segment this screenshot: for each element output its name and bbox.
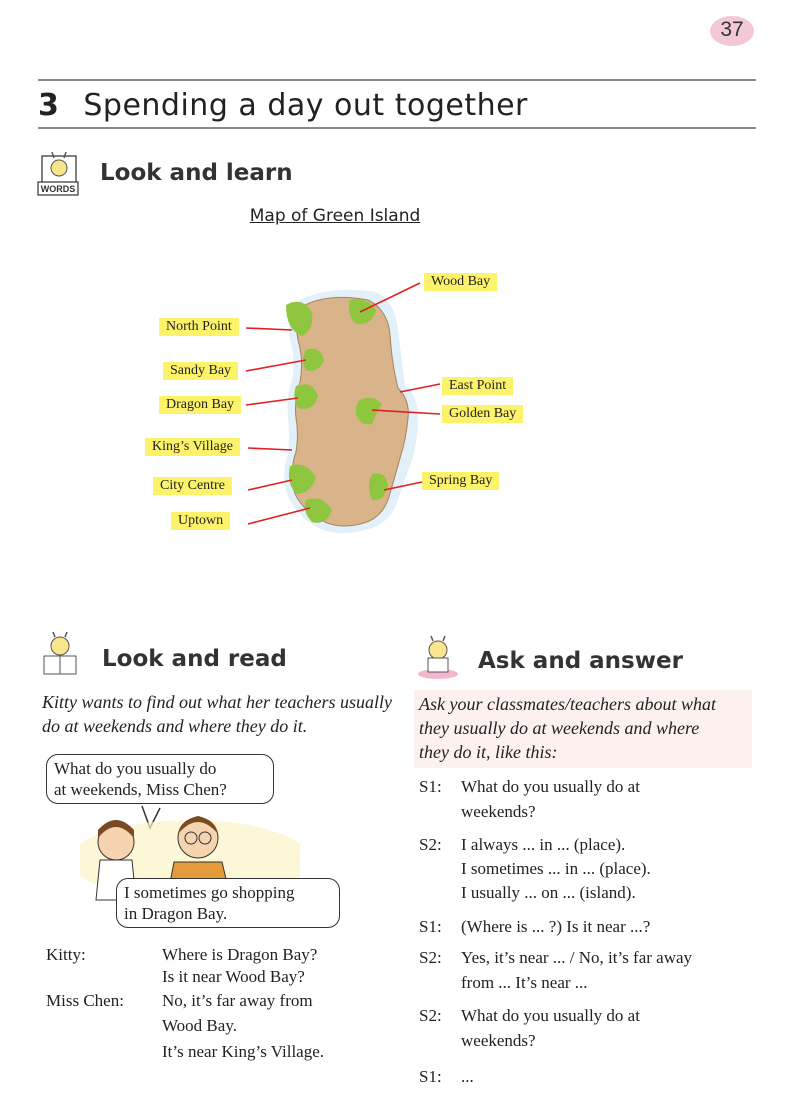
qa-speaker-5: S2:	[419, 1006, 442, 1025]
label-uptown: Uptown	[171, 512, 230, 530]
look-and-learn-heading: Look and learn	[100, 160, 293, 186]
page-number: 37	[720, 18, 744, 41]
unit-title-text: Spending a day out together	[83, 88, 528, 123]
dialogue-chen-line-3: It’s near King’s Village.	[162, 1042, 325, 1061]
qa-text-2c: I usually ... on ... (island).	[461, 883, 636, 902]
label-sandy-bay: Sandy Bay	[163, 362, 238, 380]
qa-speaker-1: S1:	[419, 777, 442, 796]
bubble-chen-line-2: in Dragon Bay.	[124, 904, 228, 923]
dialogue-speaker-miss-chen: Miss Chen:	[46, 991, 124, 1010]
dialogue-chen-line-1: No, it’s far away from	[162, 991, 313, 1010]
ask-and-answer-heading: Ask and answer	[478, 648, 683, 674]
qa-text-4b: from ... It’s near ...	[461, 973, 588, 992]
dialogue-kitty-line-2: Is it near Wood Bay?	[162, 967, 305, 986]
label-east-point: East Point	[442, 377, 513, 395]
label-wood-bay: Wood Bay	[424, 273, 497, 291]
dialogue-chen-line-2: Wood Bay.	[162, 1016, 237, 1035]
qa-speaker-3: S1:	[419, 917, 442, 936]
label-city-centre: City Centre	[153, 477, 232, 495]
words-icon-label: WORDS	[40, 184, 76, 194]
unit-number: 3	[38, 88, 60, 123]
qa-speaker-4: S2:	[419, 948, 442, 967]
label-golden-bay: Golden Bay	[442, 405, 523, 423]
reader-icon	[40, 632, 80, 683]
speaker-icon	[414, 634, 462, 685]
bubble-kitty-line-1: What do you usually do	[54, 759, 217, 778]
qa-text-1b: weekends?	[461, 802, 536, 821]
look-and-read-heading: Look and read	[102, 646, 287, 672]
label-dragon-bay: Dragon Bay	[159, 396, 241, 414]
qa-text-4a: Yes, it’s near ... / No, it’s far away	[461, 948, 693, 967]
map-title: Map of Green Island	[249, 206, 421, 226]
qa-text-5a: What do you usually do at	[461, 1006, 640, 1025]
qa-speaker-6: S1:	[419, 1067, 442, 1086]
qa-text-6a: ...	[461, 1067, 474, 1086]
qa-speaker-2: S2:	[419, 835, 442, 854]
dialogue-speaker-kitty: Kitty:	[46, 945, 86, 964]
look-and-read-intro: Kitty wants to find out what her teachers usually do at weekends and where they do it.	[42, 692, 392, 736]
speech-bubble-kitty	[46, 754, 274, 804]
label-spring-bay: Spring Bay	[422, 472, 499, 490]
qa-text-1a: What do you usually do at	[461, 777, 640, 796]
label-kings-village: King’s Village	[145, 438, 240, 456]
ask-intro-line-3: they do it, like this:	[419, 742, 558, 762]
qa-text-2a: I always ... in ... (place).	[461, 835, 626, 854]
qa-text-3a: (Where is ... ?) Is it near ...?	[461, 917, 651, 936]
bubble-kitty-line-2: at weekends, Miss Chen?	[54, 780, 227, 799]
dialogue-kitty-line-1: Where is Dragon Bay?	[162, 945, 318, 964]
ask-intro-line-1: Ask your classmates/teachers about what	[419, 694, 716, 714]
qa-text-5b: weekends?	[461, 1031, 536, 1050]
speech-bubble-miss-chen	[116, 878, 340, 928]
bubble-chen-line-1: I sometimes go shopping	[124, 883, 295, 902]
qa-text-2b: I sometimes ... in ... (place).	[461, 859, 651, 878]
label-north-point: North Point	[159, 318, 239, 336]
ask-intro-line-2: they usually do at weekends and where	[419, 718, 700, 738]
